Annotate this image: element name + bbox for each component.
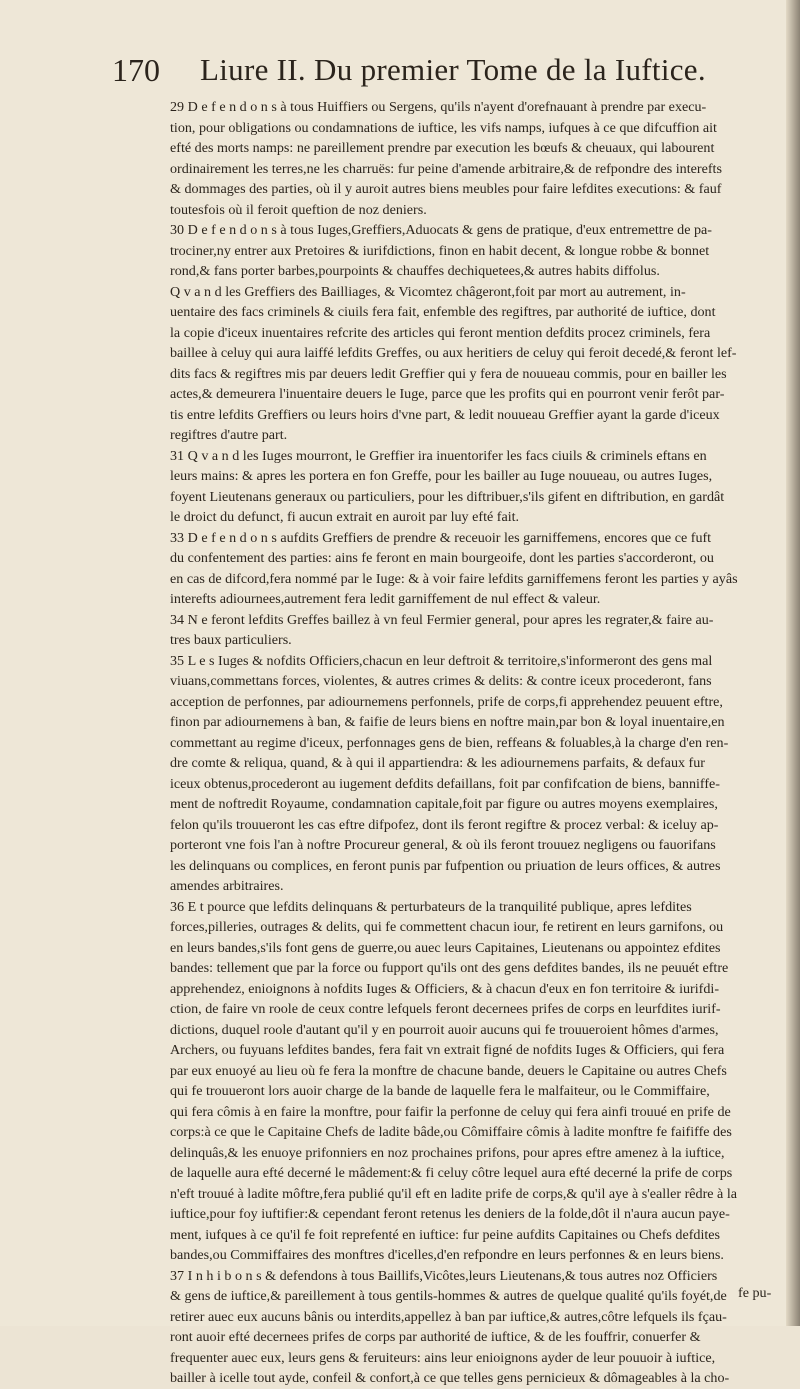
text-line: foyent Lieutenans generaux ou particuliers, pour les diftribuer,s'ils gifent en diftribution, en gardât: [170, 488, 725, 505]
text-line: delinquâs,& les enuoye prifonniers en noz prochaines prifons, pour apres eftre amenez à la iuftice,: [170, 1144, 725, 1161]
text-line: frequenter auec eux, leurs gens & feruiteurs: ains leur enioignons ayder de leur pouuoir à iuftice,: [170, 1349, 716, 1366]
text-line: tis entre lefdits Greffiers ou leurs hoirs d'vne part, & ledit nouueau Greffier ayant la garde d'iceux: [170, 406, 720, 423]
text-line: le droict du defunct, fi aucun extrait en auroit par luy efté fait.: [170, 509, 520, 525]
text-line: 30 D e f e n d o n s à tous Iuges,Greffiers,Aduocats & gens de pratique, d'eux entremettre de pa-: [170, 222, 712, 238]
text-line: apprehendez, enioignons à nofdits Iuges & Officiers, & à chacun d'eux en fon territoire & iurifdi-: [170, 980, 720, 997]
text-line: ment de noftredit Royaume, condamnation capitale,foit par figure ou autres moyens exemplaires,: [170, 796, 718, 812]
text-line: en cas de difcord,fera nommé par le Iuge: & à voir faire lefdits garniffemens feront les parties y ayâs: [170, 570, 738, 587]
text-line: ordinairement les terres,ne les charruës: fur peine d'amende arbitraire,& de refpondre des interefts: [170, 160, 722, 177]
text-line: finon par adiournemens à ban, & faifie de leurs biens en noftre main,par bon & loyal inuentaire,en: [170, 714, 725, 730]
text-line: acception de perfonnes, par adiournemens perfonnels, prife de corps,fi apprehendez peuuent eftre,: [170, 693, 723, 710]
text-line: ront auoir efté decernees prifes de corps par authorité de iuftice, & de les fouffrir, conuerfer &: [170, 1329, 701, 1345]
text-line: forces,pilleries, outrages & delits, qui fe commettent chacun iour, fe retirent en leurs garnifons, ou: [170, 919, 724, 935]
text-line: viuans,commettans forces, violentes, & autres crimes & delits: & contre iceux procederont, fans: [170, 673, 712, 689]
text-line: & gens de iuftice,& pareillement à tous gentils-hommes & autres de quelque qualité qu'ils foyét,de: [170, 1288, 727, 1304]
text-line: les delinquans ou complices, en feront punis par fufpention ou priuation de leurs offices, & autres: [170, 857, 721, 874]
text-line: actes,& demeurera l'inuentaire deuers le Iuge, parce que les profits qui en pourront venir ferôt par-: [170, 386, 725, 402]
text-line: dits facs & regiftres mis par deuers ledit Greffier qui y fera de nouueau commis, pour en bailler les: [170, 365, 727, 382]
page-gutter: [786, 0, 800, 1326]
text-line: 36 E t pource que lefdits delinquans & perturbateurs de la tranquilité publique, apres lefdites: [170, 898, 692, 915]
text-line: n'eft trouué à ladite môftre,fera publié qu'il eft en ladite prife de corps,& qu'il aye à s'ealler rêdre à la: [170, 1185, 737, 1202]
text-line: amendes arbitraires.: [170, 878, 284, 894]
text-line: porteront vne fois l'an à noftre Procureur general, & où ils feront trouuez negligens ou fauorifans: [170, 837, 716, 853]
text-line: iceux obtenus,procederont au iugement defdits defaillans, foit par confifcation de biens, banniffe-: [170, 775, 720, 792]
text-line: qui fe trouueront lors auoir charge de la bande de laquelle fera le malfaiteur, ou le Commiffaire,: [170, 1083, 710, 1099]
text-line: 34 N e feront lefdits Greffes baillez à vn feul Fermier general, pour apres les regrater,& faire au-: [170, 611, 714, 628]
text-line: ment, iufques à ce qu'il fe foit reprefenté en iuftice: fur peine aufdits Capitaines ou Chefs defdites: [170, 1226, 721, 1243]
catchword: fe pu-: [738, 1285, 772, 1301]
text-line: & dommages des parties, où il y auroit autres biens meubles pour faire lefdites executions: & fauf: [170, 181, 722, 197]
text-line: Archers, ou fuyuans lefdites bandes, fera fait vn extrait figné de nofdits Iuges & Officiers, qui fera: [170, 1042, 725, 1058]
text-line: trociner,ny entrer aux Pretoires & iurifdictions, finon en habit decent, & longue robbe & bonnet: [170, 242, 710, 259]
text-line: 35 L e s Iuges & nofdits Officiers,chacun en leur deftroit & territoire,s'informeront des gens mal: [170, 652, 713, 669]
text-line: corps:à ce que le Capitaine Chefs de ladite bâde,ou Cômiffaire cômis à ladite monftre fe faififfe des: [170, 1124, 732, 1140]
text-line: leurs mains: & apres les portera en fon Greffe, pour les bailler au Iuge nouueau, ou autres Iuges,: [170, 468, 713, 484]
text-line: retirer auec eux aucuns bânis ou interdits,appellez à ban par iuftice,& autres,côtre lefquels ils fçau-: [170, 1308, 727, 1325]
text-line: commettant au regime d'iceux, perfonnages gens de bien, reffeans & foluables,à la charge d'en ren-: [170, 734, 729, 751]
text-line: Q v a n d les Greffiers des Bailliages, & Vicomtez châgeront,foit par mort au autrement, in-: [170, 283, 686, 300]
text-line: de laquelle aura efté decerné le mâdement:& fi celuy côtre lequel aura efté decerné la prife de corps: [170, 1165, 733, 1181]
text-line: 33 D e f e n d o n s aufdits Greffiers de prendre & receuoir les garniffemens, encores que ce fuft: [170, 529, 712, 546]
text-line: toutesfois où il feroit queftion de noz deniers.: [170, 201, 427, 218]
text-line: efté des morts namps: ne pareillement prendre par execution les bœufs & cheuaux, qui labourent: [170, 140, 715, 156]
text-line: 37 I n h i b o n s & defendons à tous Baillifs,Vicôtes,leurs Lieutenans,& tous autres noz Officiers: [170, 1267, 718, 1284]
text-line: 31 Q v a n d les Iuges mourront, le Greffier ira inuentorifer les facs ciuils & criminels eftans en: [170, 447, 707, 464]
running-title: Liure II. Du premier Tome de la Iuftice.: [200, 52, 706, 87]
page-number: 170: [112, 52, 160, 88]
text-line: dre comte & reliqua, quand, & à qui il appartiendra: & les adiournemens parfaits, & defaux fur: [170, 755, 705, 771]
text-line: interefts adiournees,autrement fera ledit garniffement de nul effect & valeur.: [170, 591, 601, 607]
text-line: ction, de faire vn roole de ceux contre lefquels feront decernees prifes de corps en leurfdites iurif-: [170, 1001, 721, 1017]
text-line: baillee à celuy qui aura laiffé lefdits Greffes, ou aux heritiers de celuy qui feroit decedé,& feront lef-: [170, 345, 737, 361]
text-line: bandes: tellement que par la force ou fupport qu'ils ont des gens defdites bandes, ils ne peuuét eftre: [170, 960, 729, 976]
text-line: bailler à icelle tout ayde, confeil & confort,à ce que telles gens pernicieux & dômageables à la cho-: [170, 1370, 730, 1386]
text-line: felon qu'ils trouueront les cas eftre difpofez, dont ils feront regiftre & procez verbal: & iceluy ap-: [170, 816, 719, 833]
body-text: [170, 97, 773, 1389]
text-line: uentaire des facs criminels & ciuils fera fait, enfemble des regiftres, par authorité de iuftice, dont: [170, 304, 716, 320]
text-line: regiftres d'autre part.: [170, 427, 288, 443]
text-line: rond,& fans porter barbes,pourpoints & chauffes dechiquetees,& autres habits diffolus.: [170, 263, 660, 279]
text-line: par eux enuoyé au lieu où fe fera la monftre de chacune bande, deuers le Capitaine ou autres Chefs: [170, 1062, 727, 1079]
text-line: 29 D e f e n d o n s à tous Huiffiers ou Sergens, qu'ils n'ayent d'orefnauant à prendre par execu-: [170, 99, 707, 115]
page-header: [0, 52, 785, 92]
text-line: en leurs bandes,s'ils font gens de guerre,ou auec leurs Capitaines, Lieutenans ou appointez efdites: [170, 939, 721, 956]
text-line: iuftice,pour foy iuftifier:& cependant feront retenus les deniers de la folde,dôt il n'aura aucun paye-: [170, 1206, 730, 1222]
text-line: du confentement des parties: ains fe feront en main bourgeoife, dont les parties s'accorderont, ou: [170, 550, 714, 566]
text-line: qui fera cômis à en faire la monftre, pour faifir la perfonne de celuy qui fera ainfi trouué en prife de: [170, 1103, 731, 1120]
text-line: dictions, duquel roole d'autant qu'il y en pourroit auoir aucuns qui fe trouueroient hômes d'armes,: [170, 1021, 719, 1038]
text-line: tres baux particuliers.: [170, 632, 292, 648]
text-line: tion, pour obligations ou condamnations de iuftice, les vifs namps, iufques à ce que difcuffion ait: [170, 119, 717, 136]
text-line: la copie d'iceux inuentaires refcrite des articles qui feront mention defdits procez criminels, fera: [170, 324, 711, 341]
text-line: bandes,ou Commiffaires des monftres d'icelles,d'en refpondre en leurs perfonnes & en leurs biens.: [170, 1247, 724, 1263]
